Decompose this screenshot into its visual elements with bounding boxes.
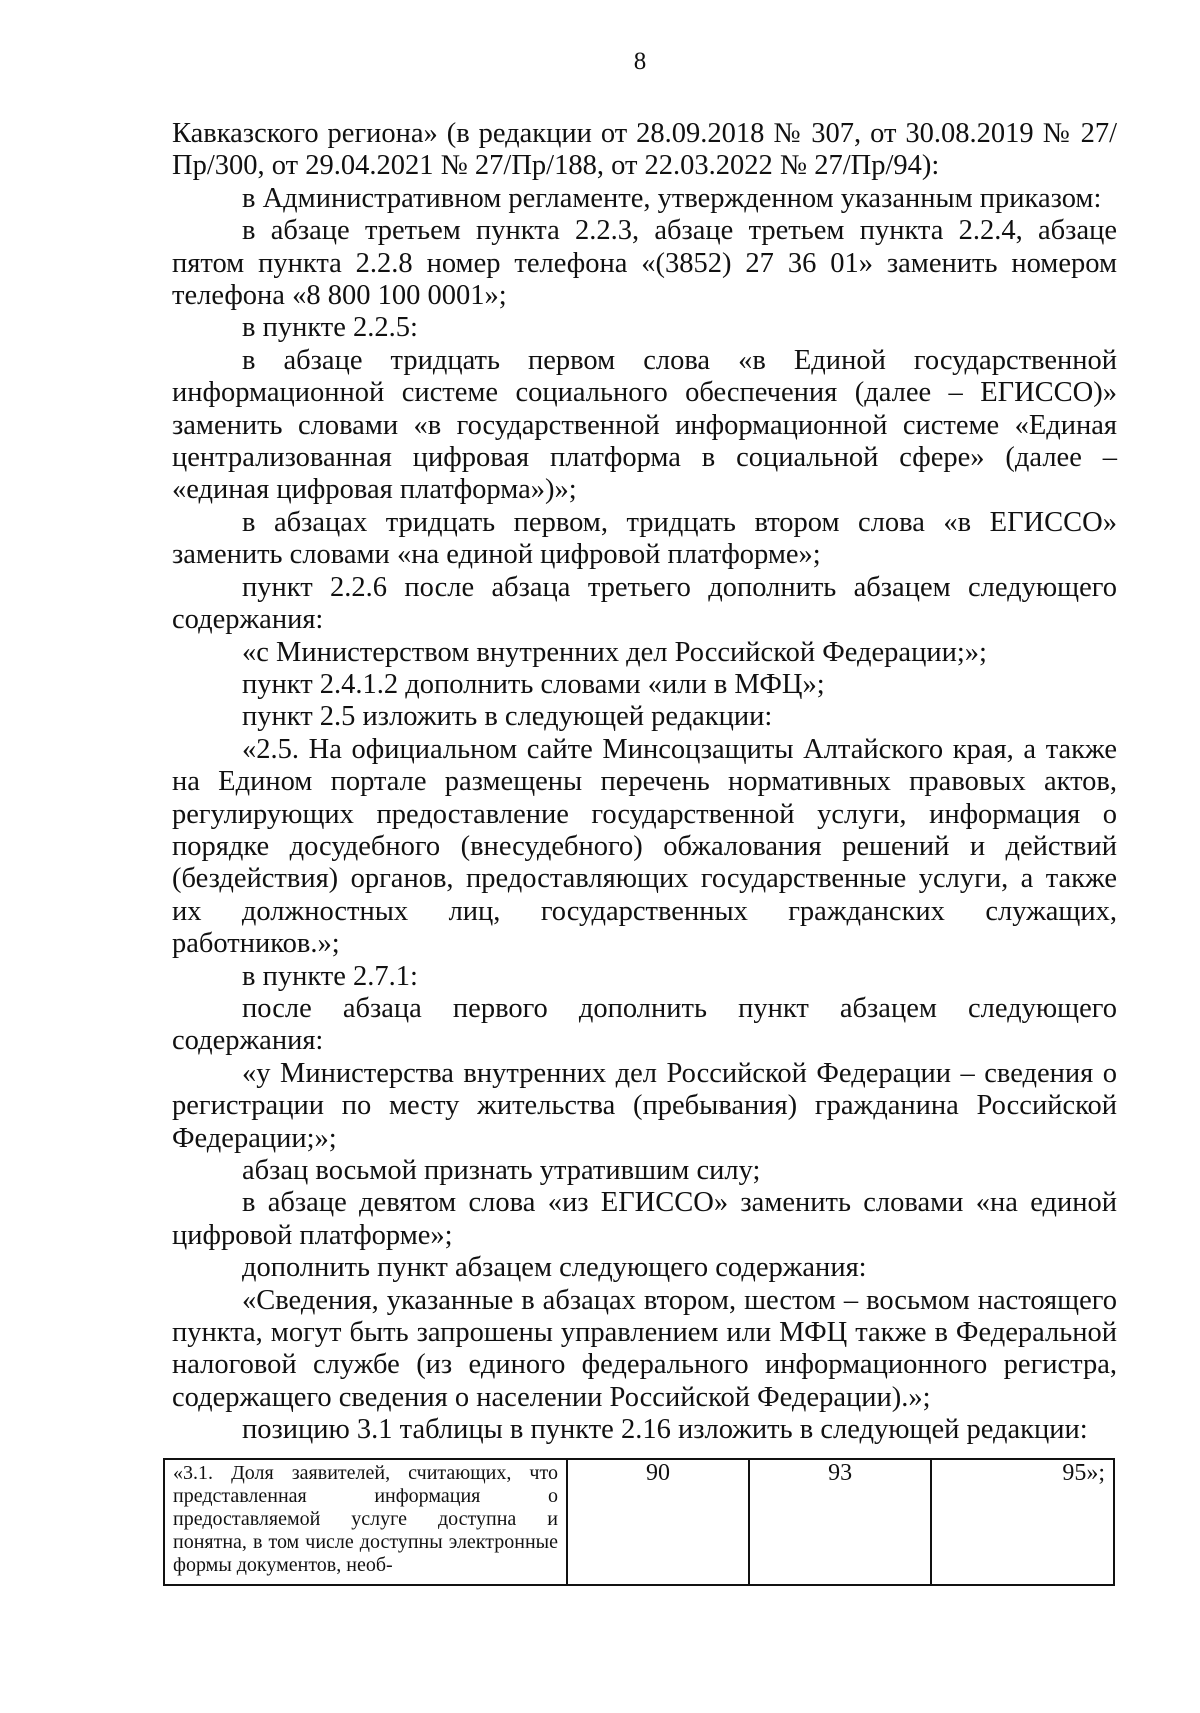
document-body (172, 118, 1117, 1447)
paragraph: позицию 3.1 таблицы в пункте 2.16 изложить в следующей редакции: (242, 1414, 1088, 1446)
table-cell-value-3: 95»; (931, 1459, 1114, 1585)
paragraph: в абзаце тридцать первом слова «в Единой государственной информационной системе социального обеспечения (далее – ЕГИССО)» заменить словами «в государственной информационной системе «Единая централизованная цифровая платформа в социальной сфере» (далее – «единая цифровая платформа»)»; (172, 344, 1117, 506)
paragraph: абзац восьмой признать утратившим силу; (242, 1155, 761, 1186)
paragraph: пункт 2.2.6 после абзаца третьего дополнить абзацем следующего содержания: (172, 571, 1117, 636)
table-cell-value-2: 93 (749, 1459, 931, 1585)
paragraph: Кавказского региона» (в редакции от 28.09.2018 № 307, от 30.08.2019 № 27/Пр/300, от 29.04.2021 № 27/Пр/188, от 22.03.2022 № 27/Пр/94): (172, 118, 1117, 182)
paragraph: «у Министерства внутренних дел Российской Федерации – сведения о регистрации по месту жительства (пребывания) гражданина Российской Федерации;»; (172, 1057, 1117, 1154)
paragraph: «Сведения, указанные в абзацах втором, шестом – восьмом настоящего пункта, могут быть запрошены управлением или МФЦ также в Федеральной налоговой службе (из единого федерального информационного регистра, содержащего сведения о населении Российской Федерации).»; (172, 1284, 1117, 1413)
paragraph: в абзаце девятом слова «из ЕГИССО» заменить словами «на единой цифровой платформе»; (172, 1187, 1117, 1251)
paragraph: в абзацах тридцать первом, тридцать втором слова «в ЕГИССО» заменить словами «на единой цифровой платформе»; (172, 506, 1117, 571)
table-cell-description: «3.1. Доля заявителей, считающих, что представленная информация о предоставляемой услуге доступна и понятна, в том числе доступны электронные формы документов, необ- (164, 1459, 567, 1585)
table-cell-value-1: 90 (567, 1459, 749, 1585)
paragraph: после абзаца первого дополнить пункт абзацем следующего содержания: (172, 992, 1117, 1057)
paragraph: «2.5. На официальном сайте Минсоцзащиты Алтайского края, а также на Едином портале размещены перечень нормативных правовых актов, регулирующих предоставление государственной услуги, информация о порядке досудебного (внесудебного) обжалования решений и действий (бездействия) органов, предоставляющих государственные услуги, а также их должностных лиц, государственных гражданских служащих, работников.»; (172, 733, 1117, 960)
position-table (163, 1458, 1115, 1586)
paragraph: в абзаце третьем пункта 2.2.3, абзаце третьем пункта 2.2.4, абзаце пятом пункта 2.2.8 номер телефона «(3852) 27 36 01» заменить номером телефона «8 800 100 0001»; (172, 215, 1117, 312)
paragraph: в пункте 2.2.5: (242, 312, 418, 344)
page-number: 8 (633, 48, 647, 75)
paragraph: «с Министерством внутренних дел Российской Федерации;»; (242, 636, 987, 668)
paragraph: дополнить пункт абзацем следующего содержания: (242, 1252, 867, 1284)
paragraph: пункт 2.4.1.2 дополнить словами «или в МФЦ»; (242, 668, 825, 700)
paragraph: в пункте 2.7.1: (242, 960, 418, 992)
table-row (164, 1459, 1114, 1585)
paragraph: пункт 2.5 изложить в следующей редакции: (242, 701, 773, 733)
paragraph: в Административном регламенте, утвержденном указанным приказом: (242, 182, 1102, 214)
